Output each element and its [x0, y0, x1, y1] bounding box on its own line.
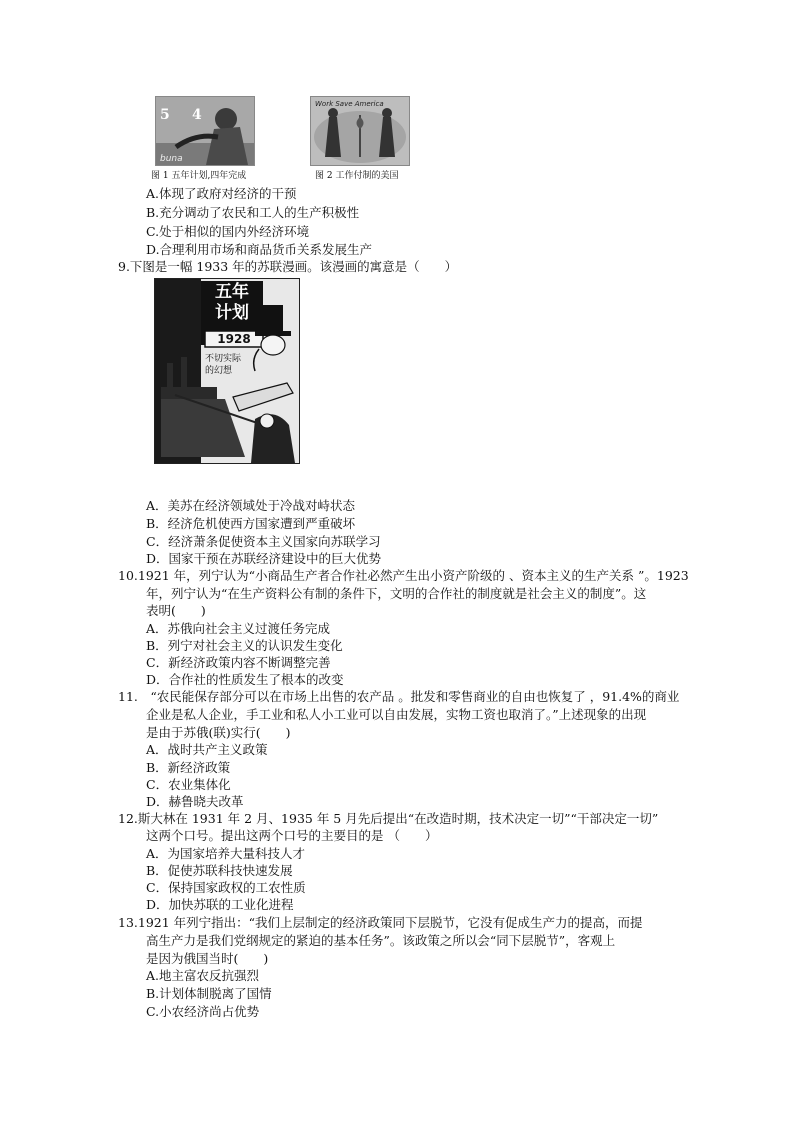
q12-option-c: C．保持国家政权的工农性质: [146, 880, 306, 895]
q11-stem-line2: 企业是私人企业，手工业和私人小工业可以自由发展，实物工资也取消了。”上述现象的出现: [146, 707, 647, 722]
q9-option-b: B．经济危机使西方国家遭到严重破坏: [146, 516, 356, 531]
q8-option-c: C.处于相似的国内外经济环境: [146, 224, 310, 239]
figure-2-caption: 图 2 工作付制的美国: [315, 171, 399, 181]
q12-stem-line1: 12.斯大林在 1931 年 2 月、1935 年 5 月先后提出“在改造时期，技术决定一切”“干部决定一切”: [118, 811, 659, 826]
cartoon-year: 1928: [217, 332, 251, 346]
q11-option-d: D．赫鲁晓夫改革: [146, 794, 244, 809]
cartoon-title-line2: 计划: [215, 303, 249, 323]
q13-stem-line3: 是因为俄国当时( ): [146, 951, 269, 966]
q10-stem-line1: 10.1921 年，列宁认为“小商品生产者合作社必然产生出小资产阶级的 、资本主义的生产关系 ”。1923: [118, 568, 689, 583]
q12-stem-line2: 这两个口号。提出这两个口号的主要目的是 （ ）: [146, 828, 438, 843]
q12-option-a: A．为国家培养大量科技人才: [146, 846, 306, 861]
q13-stem-line1: 13.1921 年列宁指出：“我们上层制定的经济政策同下层脱节，它没有促成生产力的提高，而提: [118, 915, 643, 930]
q9-option-c: C．经济萧条促使资本主义国家向苏联学习: [146, 534, 381, 549]
q10-option-b: B．列宁对社会主义的认识发生变化: [146, 638, 343, 653]
q10-option-d: D．合作社的性质发生了根本的改变: [146, 672, 344, 687]
q11-option-b: B．新经济政策: [146, 760, 231, 775]
q9-option-a: A．美苏在经济领域处于冷战对峙状态: [146, 498, 356, 513]
q11-option-a: A．战时共产主义政策: [146, 742, 268, 757]
q8-option-d: D.合理利用市场和商品货币关系发展生产: [146, 242, 373, 257]
q12-option-d: D．加快苏联的工业化进程: [146, 897, 294, 912]
svg-text:5: 5: [160, 107, 170, 123]
figure-1-caption: 图 1 五年计划,四年完成: [151, 171, 247, 181]
q13-option-a: A.地主富农反抗强烈: [146, 968, 260, 983]
cartoon-speech: 不切实际的幻想: [205, 354, 242, 376]
svg-text:buna: buna: [160, 154, 183, 164]
q10-stem-line3: 表明( ): [146, 603, 206, 618]
figure-1-five-year-plan-poster: [155, 96, 255, 166]
svg-text:4: 4: [192, 107, 202, 123]
poster-workers-icon: [311, 97, 409, 165]
cartoon-title-line1: 五年: [215, 282, 249, 302]
poster-illustration-icon: [156, 97, 254, 165]
q10-option-c: C．新经济政策内容不断调整完善: [146, 655, 331, 670]
q13-option-b: B.计划体制脱离了国情: [146, 986, 272, 1001]
q8-option-b: B.充分调动了农民和工人的生产积极性: [146, 205, 360, 220]
q11-stem-line3: 是由于苏俄(联)实行( ): [146, 725, 291, 740]
q11-stem-line1: 11. “农民能保存部分可以在市场上出售的农产品 。批发和零售商业的自由也恢复了 ，91.4%的商业: [118, 689, 680, 704]
q9-stem: 9.下图是一幅 1933 年的苏联漫画。该漫画的寓意是（ ）: [118, 259, 458, 274]
q13-stem-line2: 高生产力是我们党纲规定的紧迫的基本任务”。该政策之所以会“同下层脱节”，客观上: [146, 933, 616, 948]
q8-option-a: A.体现了政府对经济的干预: [146, 186, 297, 201]
q10-stem-line2: 年，列宁认为“在生产资料公有制的条件下，文明的合作社的制度就是社会主义的制度”。这: [146, 586, 647, 601]
q10-option-a: A．苏俄向社会主义过渡任务完成: [146, 621, 331, 636]
svg-text:Work Save America: Work Save America: [315, 100, 384, 108]
q9-option-d: D．国家干预在苏联经济建设中的巨大优势: [146, 551, 382, 566]
figure-2-work-saves-america-poster: [310, 96, 410, 166]
q9-cartoon-1933: [154, 278, 300, 464]
q12-option-b: B．促使苏联科技快速发展: [146, 863, 293, 878]
q13-option-c: C.小农经济尚占优势: [146, 1004, 260, 1019]
q11-option-c: C．农业集体化: [146, 777, 231, 792]
